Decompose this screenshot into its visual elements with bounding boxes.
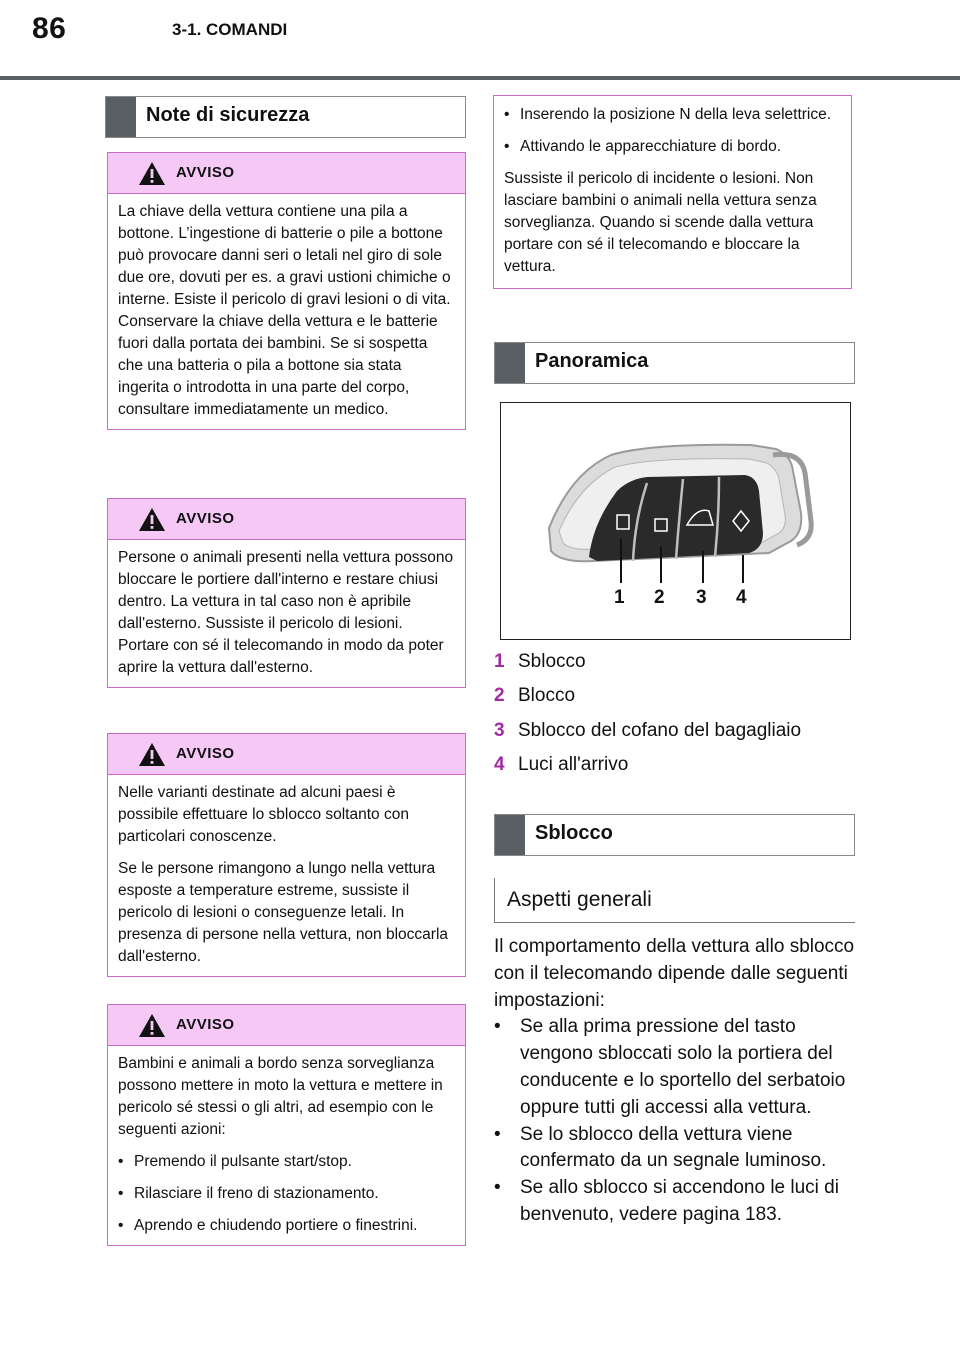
subheading-general [494, 878, 855, 923]
intro-paragraph: Il comportamento della vettura allo sblocco con il telecomando dipende dalle seguenti impostazioni: [494, 936, 855, 1011]
heading-overview [494, 342, 855, 384]
warning-box-3 [107, 733, 466, 977]
body-text [494, 934, 864, 1229]
warning-label: AVVISO [176, 164, 235, 181]
legend-item [494, 720, 801, 742]
header-rule [0, 76, 960, 80]
list-item-text: Se alla prima pressione del tasto vengono sbloccati solo la portiera del conducente e lo sportello del serbatoio oppure tutti gli accessi alla vettura. [520, 1016, 846, 1118]
warning-continued [493, 95, 852, 289]
list-item-text: Attivando le apparecchiature di bordo. [520, 138, 782, 155]
list-item-text: Aprendo e chiudendo portiere o finestrini. [134, 1217, 418, 1234]
legend-number: 2 [494, 685, 505, 706]
warning-triangle-icon [138, 742, 166, 767]
warning-text: Sussiste il pericolo di incidente o lesioni. Non lasciare bambini o animali nella vettura senza sorveglianza. Quando si scende dalla vettura portare con sé il telecomando e bloccare la vettura. [504, 170, 817, 275]
list-item: • Rilasciare il freno di stazionamento. [118, 1183, 455, 1205]
warning-box-2 [107, 498, 466, 688]
warning-text: Nelle varianti destinate ad alcuni paesi è possibile effettuare lo sblocco soltanto con particolari conoscenze. [118, 784, 409, 845]
legend-text: Blocco [518, 685, 576, 706]
warning-text: Bambini e animali a bordo senza sorveglianza possono mettere in moto la vettura e mettere in pericolo sé stessi o gli altri, ad esempio con le seguenti azioni: [118, 1055, 443, 1138]
legend-item [494, 754, 628, 776]
legend-text: Sblocco [518, 651, 586, 672]
warning-text: Se le persone rimangono a lungo nella vettura esposte a temperature estreme, sussiste il pericolo di lesioni o conseguenze letali. In presenza di persone nella vettura, non bloccarla dall'esterno. [118, 860, 449, 965]
warning-label: AVVISO [176, 745, 235, 762]
warning-triangle-icon [138, 1013, 166, 1038]
car-key-remote-image [501, 403, 850, 639]
legend-number: 3 [494, 720, 505, 741]
warning-header [108, 153, 465, 194]
callout-4: 4 [736, 587, 747, 608]
key-figure [500, 402, 851, 640]
page-number: 86 [32, 12, 67, 45]
heading-text: Panoramica [535, 350, 649, 372]
list-item: • Se allo sblocco si accendono le luci di benvenuto, vedere pagina 183. [494, 1175, 864, 1229]
list-item: • Se alla prima pressione del tasto vengono sbloccati solo la portiera del conducente e lo sportello del serbatoio oppure tutti gli accessi alla vettura. [494, 1014, 864, 1121]
legend-item [494, 651, 586, 673]
list-item-text: Premendo il pulsante start/stop. [134, 1153, 352, 1170]
warning-text: La chiave della vettura contiene una pila a bottone. L’ingestione di batterie o pile a bottone può provocare danni seri o letali nel giro di sole due ore, dovuti per es. a gravi ustioni chimiche o interne. Esiste il pericolo di gravi lesioni o di vita. Conservare la chiave della vettura e le batterie fuori dalla portata dei bambini. Se si sospetta che una batteria o pila a bottone sia stata ingerita o introdotta in una parte del corpo, consultare immediatamente un medico. [118, 203, 451, 418]
heading-text: Sblocco [535, 822, 613, 844]
list-item-text: Inserendo la posizione N della leva selettrice. [520, 106, 832, 123]
list-item-text: Se allo sblocco si accendono le luci di benvenuto, vedere pagina 183. [520, 1177, 839, 1225]
list-item: • Attivando le apparecchiature di bordo. [504, 136, 839, 158]
list-item: • Aprendo e chiudendo portiere o finestrini. [118, 1215, 455, 1237]
callout-3: 3 [696, 587, 707, 608]
list-item-text: Se lo sblocco della vettura viene confermato da un segnale luminoso. [520, 1123, 827, 1172]
callout-2: 2 [654, 587, 665, 608]
warning-triangle-icon [138, 507, 166, 532]
heading-bar [495, 815, 525, 855]
warning-header [108, 1005, 465, 1046]
list-item: • Premendo il pulsante start/stop. [118, 1151, 455, 1173]
legend-text: Luci all'arrivo [518, 754, 629, 775]
warning-label: AVVISO [176, 510, 235, 527]
warning-box-1 [107, 152, 466, 430]
heading-text: Note di sicurezza [146, 104, 310, 126]
warning-label: AVVISO [176, 1016, 235, 1033]
legend-item [494, 685, 575, 707]
warning-header [108, 499, 465, 540]
warning-box-4 [107, 1004, 466, 1246]
legend-number: 4 [494, 754, 505, 775]
heading-safety-notes [105, 96, 466, 138]
list-item: • Se lo sblocco della vettura viene confermato da un segnale luminoso. [494, 1122, 864, 1176]
legend-text: Sblocco del cofano del bagagliaio [518, 720, 802, 741]
heading-bar [106, 97, 136, 137]
list-item: • Inserendo la posizione N della leva selettrice. [504, 104, 839, 126]
list-item-text: Rilasciare il freno di stazionamento. [134, 1185, 379, 1202]
subheading-text: Aspetti generali [507, 888, 652, 911]
section-title: 3-1. COMANDI [172, 20, 288, 39]
warning-text: Persone o animali presenti nella vettura possono bloccare le portiere dall'interno e restare chiusi dentro. La vettura in tal caso non è apribile dall'esterno. Sussiste il pericolo di lesioni. Portare con sé il telecomando in modo da poter aprire la vettura dall'esterno. [118, 549, 454, 676]
callout-1: 1 [614, 587, 625, 608]
heading-unlock [494, 814, 855, 856]
heading-bar [495, 343, 525, 383]
legend-number: 1 [494, 651, 505, 672]
warning-header [108, 734, 465, 775]
warning-triangle-icon [138, 161, 166, 186]
